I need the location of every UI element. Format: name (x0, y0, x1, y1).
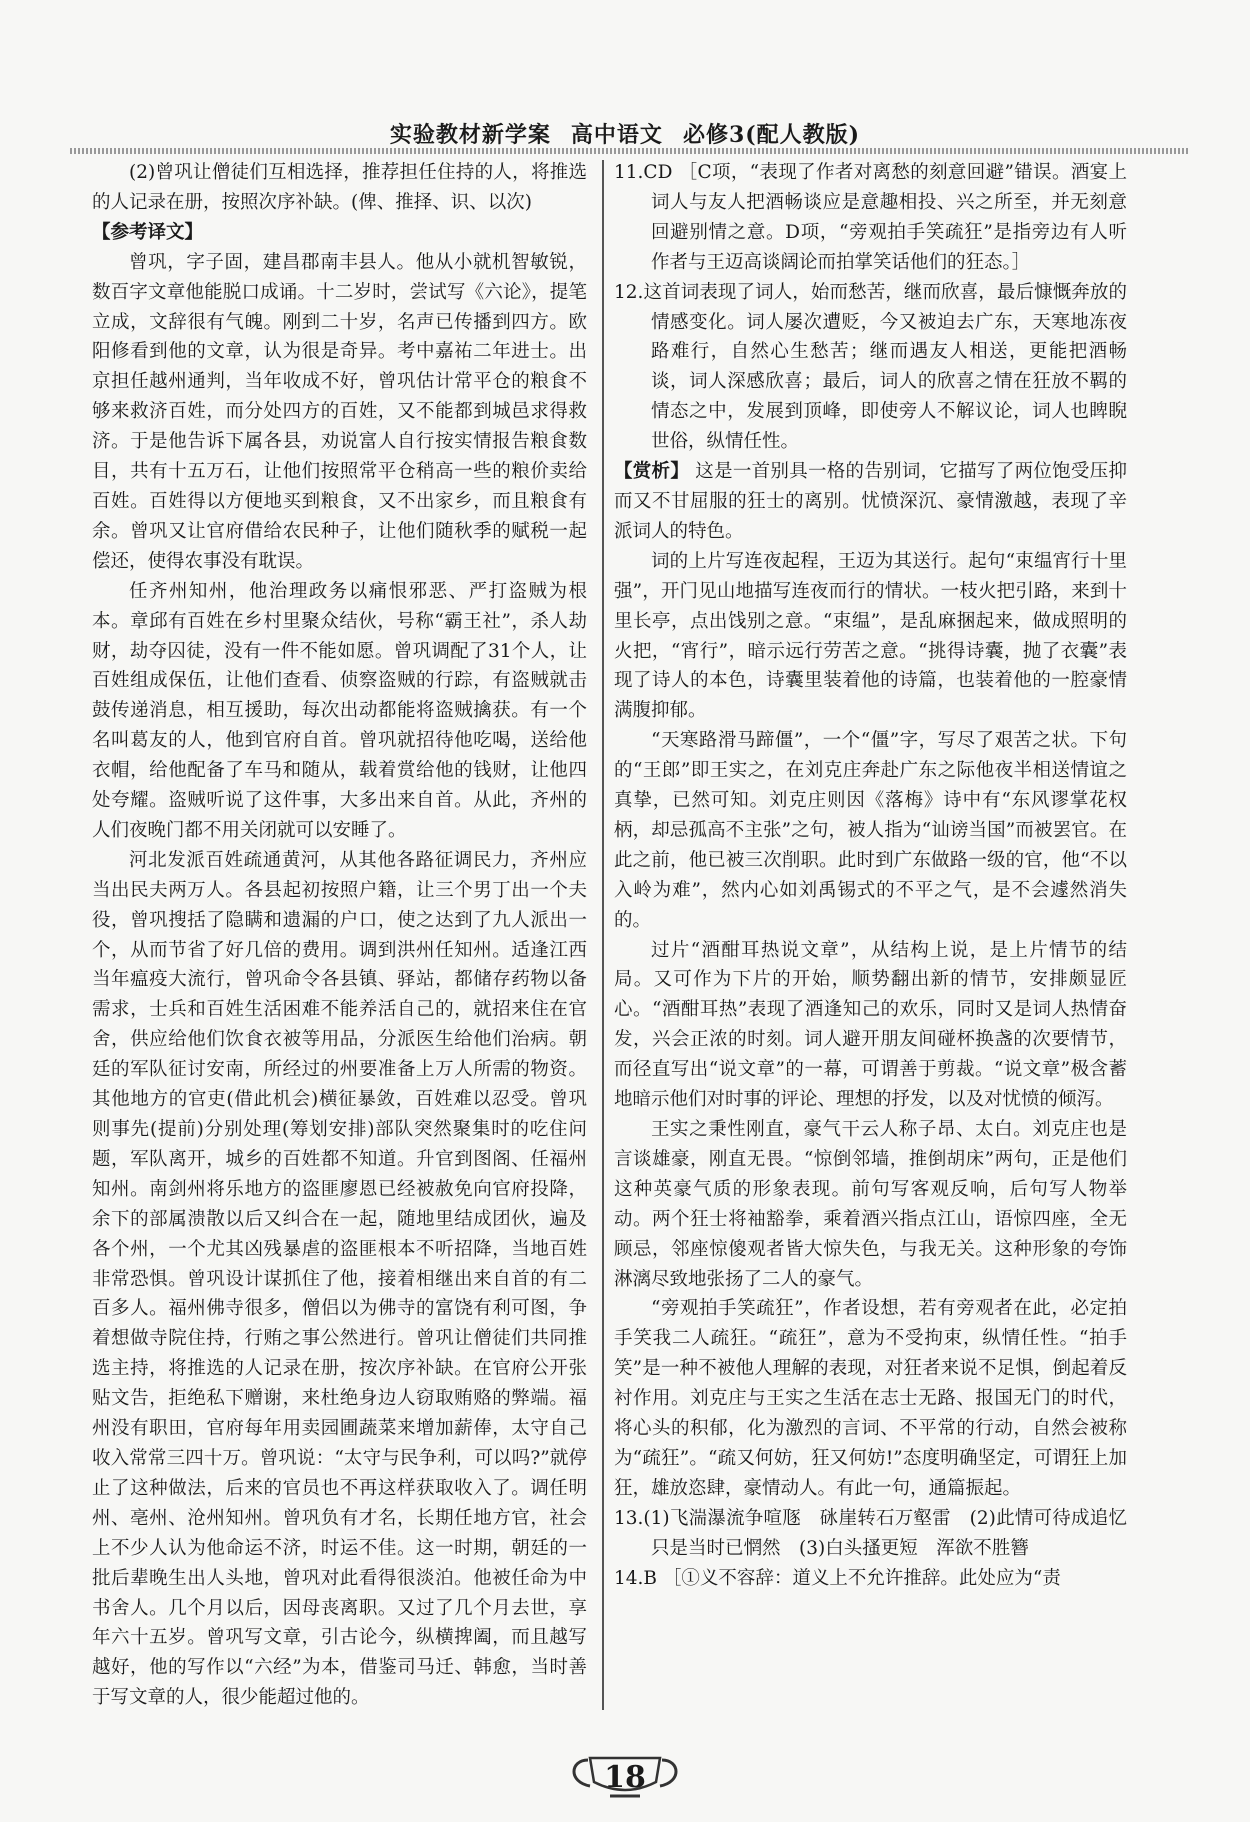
translation-paragraph: 任齐州知州，他治理政务以痛恨邪恶、严打盗贼为根本。章邱有百姓在乡村里聚众结伙，号称“霸王社”，杀人劫财，劫夺囚徒，没有一件不能如愿。曾巩调配了31个人，让百姓组成保伍，让他们查看、侦察盗贼的行踪，有盗贼就击鼓传递消息，相互援助，每次出动都能将盗贼擒获。有一个名叫葛友的人，他到官府自首。曾巩就招待他吃喝，送给他衣帽，给他配备了车马和随从，载着赏给他的钱财，让他四处夸耀。盗贼听说了这件事，大多出来自首。从此，齐州的人们夜晚门都不用关闭就可以安睡了。 (92, 580, 587, 841)
column-divider (602, 160, 604, 1710)
appreciation-paragraph: “天寒路滑马蹄僵”，一个“僵”字，写尽了艰苦之状。下句的“王郎”即王实之，在刘克庄奔赴广东之际他夜半相送情谊之真挚，已然可知。刘克庄则因《落梅》诗中有“东风谬掌花权柄，却忌孤高不主张”之句，被人指为“讪谤当国”而被罢官。在此之前，他已被三次削职。此时到广东做路一级的官，他“不以入岭为难”，然内心如刘禹锡式的不平之气，是不会遽然消失的。 (614, 730, 1127, 931)
appreciation-paragraph: 王实之秉性刚直，豪气干云人称子昂、太白。刘克庄也是言谈雄豪，刚直无畏。“惊倒邻墙，推倒胡床”两句，正是他们这种英豪气质的形象表现。前句写客观反响，后句写人物举动。两个狂士将袖豁拳，乘着酒兴指点江山，语惊四座，全无顾忌，邻座惊傻观者皆大惊失色，与我无关。这种形象的夸饰淋漓尽致地张扬了二人的豪气。 (614, 1119, 1127, 1290)
appreciation-paragraph: 过片“酒酣耳热说文章”，从结构上说，是上片情节的结局。又可作为下片的开始，顺势翻出新的情节，安排颇显匠心。“酒酣耳热”表现了酒逢知己的欢乐，同时又是词人热情奋发，兴会正浓的时刻。词人避开朋友间碰杯换盏的次要情节，而径直写出“说文章”的一幕，可谓善于剪裁。“说文章”极含蓄地暗示他们对时事的评论、理想的抒发，以及对忧愤的倾泻。 (614, 939, 1127, 1111)
appreciation-paragraph: 词的上片写连夜起程，王迈为其送行。起句“束缊宵行十里强”，开门见山地描写连夜而行的情状。一枝火把引路，来到十里长亭，点出饯别之意。“束缊”，是乱麻捆起来，做成照明的火把，“宵行”，暗示远行劳苦之意。“挑得诗囊，抛了衣囊”表现了诗人的本色，诗囊里装着他的诗篇，也装着他的一腔豪情满腹抑郁。 (614, 550, 1127, 722)
appreciation-heading: 【赏析】 (614, 461, 690, 483)
answer-13: 13.(1)飞湍瀑流争喧豗 砯崖转石万壑雷 (2)此情可待成追忆 只是当时已惘然 (3)白头搔更短 浑欲不胜簪 (614, 1507, 1146, 1559)
header-rule (70, 148, 1190, 154)
answer-12: 12.这首词表现了词人，始而愁苦，继而欣喜，最后慷慨奔放的情感变化。词人屡次遭贬，今又被迫去广东，天寒地冻夜路难行，自然心生愁苦；继而遇友人相送，更能把酒畅谈，词人深感欣喜；最后，词人的欣喜之情在狂放不羁的情态之中，发展到顶峰，即使旁人不解议论，词人也睥睨世俗，纵情任性。 (614, 281, 1127, 453)
answer-11: 11.CD ［C项，“表现了作者对离愁的刻意回避”错误。酒宴上词人与友人把酒畅谈应是意趣相投、兴之所至，并无刻意回避别情之意。D项，“旁观拍手笑疏狂”是指旁边有人听作者与王迈高谈阔论而拍掌笑话他们的狂态。］ (614, 162, 1127, 273)
header-book-title: 实验教材新学案 (389, 122, 551, 148)
answer-item-2: (2)曾巩让僧徒们互相选择，推荐担任住持的人，将推选的人记录在册，按照次序补缺。(俾、推择、识、以次) (92, 162, 587, 213)
right-column (614, 158, 1146, 1594)
page-number-ornament (560, 1752, 690, 1802)
page-number: 18 (604, 1760, 646, 1795)
left-column (92, 158, 587, 1713)
appreciation-intro: 这是一首别具一格的告别词，它描写了两位饱受压抑而又不甘屈服的狂士的离别。忧愤深沉、豪情激越，表现了辛派词人的特色。 (614, 461, 1127, 542)
header-volume: 必修3(配人教版) (682, 122, 861, 148)
running-header (0, 118, 1250, 149)
reference-translation-heading: 【参考译文】 (92, 221, 204, 243)
appreciation-paragraph: “旁观拍手笑疏狂”，作者设想，若有旁观者在此，必定拍手笑我二人疏狂。“疏狂”，意为不受拘束，纵情任性。“拍手笑”是一种不被他人理解的表现，对狂者来说不足惧，倒起着反衬作用。刘克庄与王实之生活在志士无路、报国无门的时代，将心头的积郁，化为激烈的言词、不平常的行动，自然会被称为“疏狂”。“疏又何妨，狂又何妨!”态度明确坚定，可谓狂上加狂，雄放恣肆，豪情动人。有此一句，通篇振起。 (614, 1298, 1127, 1499)
translation-paragraph: 曾巩，字子固，建昌郡南丰县人。他从小就机智敏锐，数百字文章他能脱口成诵。十二岁时，尝试写《六论》，提笔立成，文辞很有气魄。刚到二十岁，名声已传播到四方。欧阳修看到他的文章，认为很是奇异。考中嘉祐二年进士。出京担任越州通判，当年收成不好，曾巩估计常平仓的粮食不够来救济百姓，而分处四方的百姓，又不能都到城邑求得救济。于是他告诉下属各县，劝说富人自行按实情报告粮食数目，共有十五万石，让他们按照常平仓稍高一些的粮价卖给百姓。百姓得以方便地买到粮食，又不出家乡，而且粮食有余。曾巩又让官府借给农民种子，让他们随秋季的赋税一起偿还，使得农事没有耽误。 (92, 251, 587, 572)
header-subject: 高中语文 (570, 122, 663, 148)
translation-paragraph: 河北发派百姓疏通黄河，从其他各路征调民力，齐州应当出民夫两万人。各县起初按照户籍，让三个男丁出一个夫役，曾巩搜括了隐瞒和遗漏的户口，使之达到了九人派出一个，从而节省了好几倍的费用。调到洪州任知州。适逢江西当年瘟疫大流行，曾巩命令各县镇、驿站，都储存药物以备需求，士兵和百姓生活困难不能养活自己的，就招来住在官舍，供应给他们饮食衣被等用品，分派医生给他们治病。朝廷的军队征讨安南，所经过的州要准备上万人所需的物资。其他地方的官吏(借此机会)横征暴敛，百姓难以忍受。曾巩则事先(提前)分别处理(筹划安排)部队突然聚集时的吃住问题，军队离开，城乡的百姓都不知道。升官到图阁、任福州知州。南剑州将乐地方的盗匪廖恩已经被赦免向官府投降，余下的部属溃散以后又纠合在一起，随地里结成团伙，遍及各个州，一个尤其凶残暴虐的盗匪根本不听招降，当地百姓非常恐惧。曾巩设计谋抓住了他，接着相继出来自首的有二百多人。福州佛寺很多，僧侣以为佛寺的富饶有利可图，争着想做寺院住持，行贿之事公然进行。曾巩让僧徒们共同推选主持，将推选的人记录在册，按次序补缺。在官府公开张贴文告，拒绝私下赠谢，来杜绝身边人窃取贿赂的弊端。福州没有职田，官府每年用卖园圃蔬菜来增加薪俸，太守自己收入常常三四十万。曾巩说：“太守与民争利，可以吗?”就停止了这种做法，后来的官员也不再这样获取收入了。调任明州、亳州、沧州知州。曾巩负有才名，长期任地方官，社会上不少人认为他命运不济，时运不佳。这一时期，朝廷的一批后辈晚生出人头地，曾巩对此看得很淡泊。他被任命为中书舍人。几个月以后，因母丧离职。又过了几个月去世，享年六十五岁。曾巩写文章，引古论今，纵横捭阖，而且越写越好，他的写作以“六经”为本，借鉴司马迁、韩愈，当时善于写文章的人，很少能超过他的。 (92, 849, 587, 1709)
appreciation-paragraph (614, 457, 1127, 547)
answer-14: 14.B ［①义不容辞：道义上不允许推辞。此处应为“责 (614, 1567, 1061, 1589)
